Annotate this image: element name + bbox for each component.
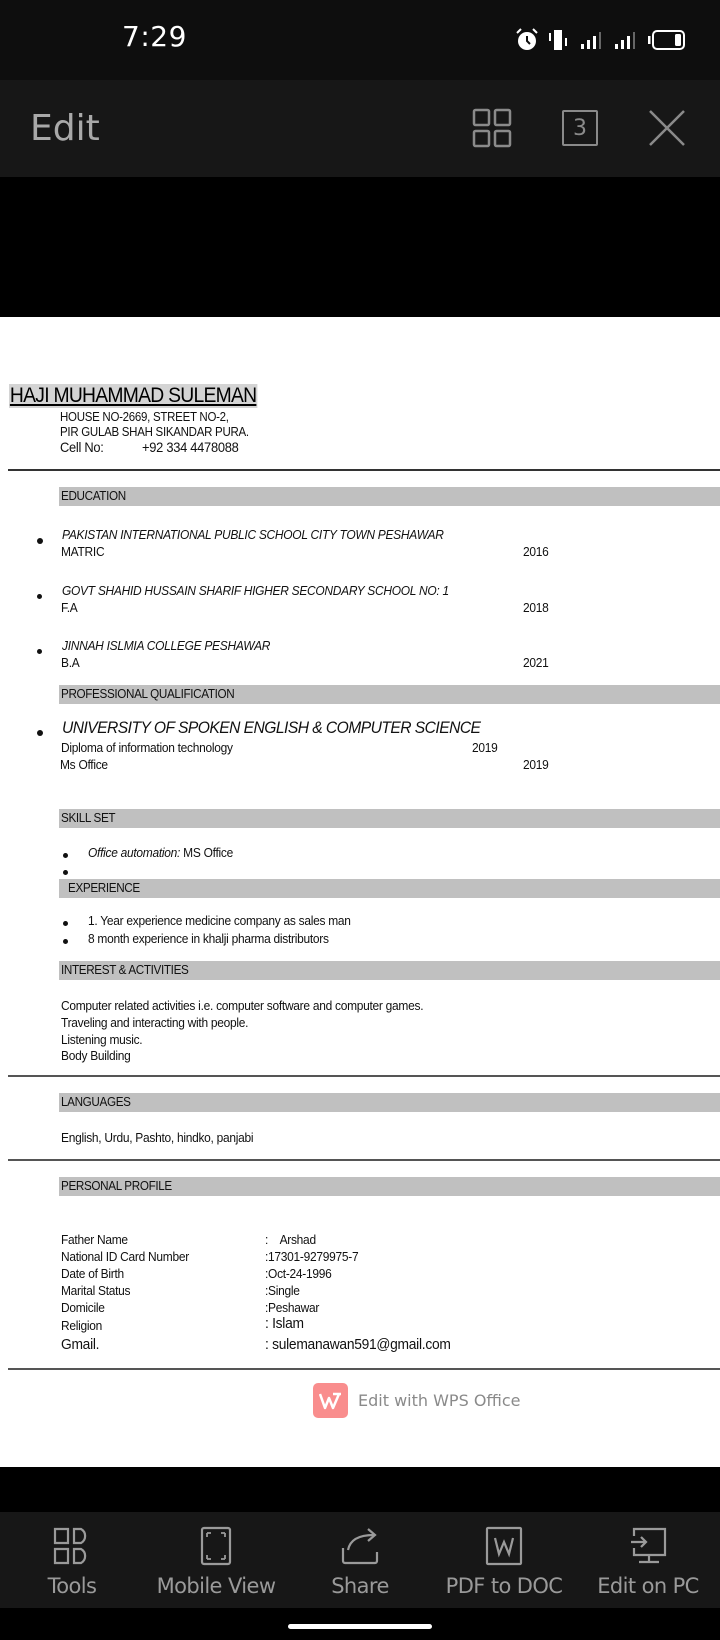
languages-text: English, Urdu, Pashto, hindko, panjabi — [61, 1130, 254, 1145]
bullet — [63, 870, 68, 875]
section-professional-qualification — [59, 685, 720, 704]
education-institution: PAKISTAN INTERNATIONAL PUBLIC SCHOOL CITY TOWN PESHAWAR — [62, 527, 444, 542]
skill-value: MS Office — [180, 845, 233, 860]
address-line-2: PIR GULAB SHAH SIKANDAR PURA. — [60, 425, 249, 439]
edit-on-pc-label: Edit on PC — [597, 1574, 699, 1598]
section-title: EDUCATION — [61, 488, 126, 503]
section-skill-set — [59, 809, 720, 828]
pdf-to-doc-label: PDF to DOC — [445, 1574, 563, 1598]
status-bar — [0, 0, 720, 80]
bottom-toolbar — [0, 1512, 720, 1608]
divider — [8, 469, 720, 471]
education-year: 2016 — [523, 544, 549, 559]
experience-item: 8 month experience in khalji pharma distributors — [88, 931, 329, 946]
grid-view-button[interactable] — [468, 104, 516, 152]
section-interest-activities — [59, 961, 720, 980]
profile-label: National ID Card Number — [61, 1249, 189, 1264]
divider — [8, 1368, 720, 1370]
profile-label: Father Name — [61, 1232, 128, 1247]
experience-item: 1. Year experience medicine company as sales man — [88, 913, 351, 928]
section-experience — [59, 879, 720, 898]
section-title: SKILL SET — [61, 810, 116, 825]
divider — [8, 1075, 720, 1077]
share-label: Share — [331, 1574, 389, 1598]
bullet — [63, 853, 68, 858]
bullet — [37, 730, 43, 736]
professional-item: Diploma of information technology — [61, 740, 233, 755]
edit-on-pc-icon — [628, 1526, 668, 1566]
home-indicator[interactable] — [288, 1624, 432, 1629]
vibrate-icon — [548, 28, 572, 52]
edit-on-pc-button[interactable] — [576, 1512, 720, 1608]
interest-line: Traveling and interacting with people. — [61, 1015, 249, 1030]
wps-watermark[interactable] — [313, 1383, 521, 1418]
wps-watermark-text: Edit with WPS Office — [358, 1391, 521, 1410]
alarm-icon — [514, 27, 540, 53]
document-viewport[interactable] — [0, 177, 720, 1512]
resume-name: HAJI MUHAMMAD SULEMAN — [9, 384, 257, 407]
bullet — [37, 538, 43, 544]
education-degree: MATRIC — [61, 544, 105, 559]
education-year: 2021 — [523, 655, 549, 670]
interest-line: Listening music. — [61, 1032, 143, 1047]
edit-title[interactable]: Edit — [30, 108, 100, 149]
profile-value: :Peshawar — [265, 1300, 320, 1315]
share-button[interactable] — [288, 1512, 432, 1608]
status-icons — [514, 26, 686, 54]
close-button[interactable] — [643, 104, 691, 152]
education-institution: GOVT SHAHID HUSSAIN SHARIF HIGHER SECONDARY SCHOOL NO: 1 — [62, 583, 449, 598]
education-degree: F.A — [61, 600, 78, 615]
bullet — [63, 939, 68, 944]
document-page[interactable] — [0, 317, 720, 1467]
section-title: LANGUAGES — [61, 1094, 131, 1109]
education-degree: B.A — [61, 655, 80, 670]
profile-value: : Arshad — [265, 1232, 316, 1247]
tools-icon — [52, 1526, 92, 1566]
education-institution: JINNAH ISLMIA COLLEGE PESHAWAR — [62, 638, 271, 653]
profile-label: Domicile — [61, 1300, 105, 1315]
navigation-area — [0, 1608, 720, 1640]
education-year: 2018 — [523, 600, 549, 615]
section-title: PROFESSIONAL QUALIFICATION — [61, 686, 235, 701]
page-count-button[interactable] — [556, 104, 604, 152]
interest-line: Body Building — [61, 1048, 131, 1063]
signal-sim2-icon — [614, 29, 640, 51]
section-personal-profile — [59, 1177, 720, 1196]
pdf-to-doc-icon — [485, 1526, 523, 1566]
close-icon — [647, 108, 687, 148]
share-icon — [340, 1526, 380, 1566]
profile-label: Religion — [61, 1318, 103, 1333]
professional-item: Ms Office — [60, 757, 108, 772]
profile-label: Date of Birth — [61, 1266, 124, 1281]
profile-label: Marital Status — [61, 1283, 131, 1298]
bullet — [63, 921, 68, 926]
signal-sim1-icon — [580, 29, 606, 51]
mobile-view-icon — [200, 1526, 232, 1566]
tools-label: Tools — [47, 1574, 97, 1598]
wps-logo-icon — [313, 1383, 348, 1418]
professional-year: 2019 — [523, 757, 549, 772]
battery-icon — [648, 29, 686, 51]
profile-value: :Oct-24-1996 — [265, 1266, 332, 1281]
profile-label: Gmail. — [61, 1336, 100, 1353]
profile-value: :Single — [265, 1283, 300, 1298]
professional-institution: UNIVERSITY OF SPOKEN ENGLISH & COMPUTER SCIENCE — [62, 718, 481, 737]
bullet — [37, 649, 42, 654]
tools-button[interactable] — [0, 1512, 144, 1608]
section-title: PERSONAL PROFILE — [61, 1178, 172, 1193]
mobile-view-label: Mobile View — [156, 1574, 276, 1598]
section-title: EXPERIENCE — [68, 880, 140, 895]
skill-label: Office automation: — [88, 845, 181, 860]
cell-value: +92 334 4478088 — [142, 439, 239, 455]
pdf-to-doc-button[interactable] — [432, 1512, 576, 1608]
cell-label: Cell No: — [60, 439, 104, 455]
section-languages — [59, 1093, 720, 1112]
professional-year: 2019 — [472, 740, 498, 755]
section-title: INTEREST & ACTIVITIES — [61, 962, 189, 977]
profile-value: : Islam — [265, 1315, 304, 1332]
skill-item — [88, 845, 233, 860]
app-bar — [0, 80, 720, 177]
interest-line: Computer related activities i.e. computer software and computer games. — [61, 998, 424, 1013]
page-count: 3 — [562, 110, 598, 146]
profile-value: : sulemanawan591@gmail.com — [265, 1336, 451, 1353]
address-line-1: HOUSE NO-2669, STREET NO-2, — [60, 410, 229, 424]
bullet — [37, 594, 42, 599]
divider — [8, 1159, 720, 1161]
profile-value: :17301-9279975-7 — [265, 1249, 359, 1264]
status-time: 7:29 — [122, 20, 187, 53]
mobile-view-button[interactable] — [144, 1512, 288, 1608]
section-education — [59, 487, 720, 506]
grid-icon — [472, 108, 512, 148]
